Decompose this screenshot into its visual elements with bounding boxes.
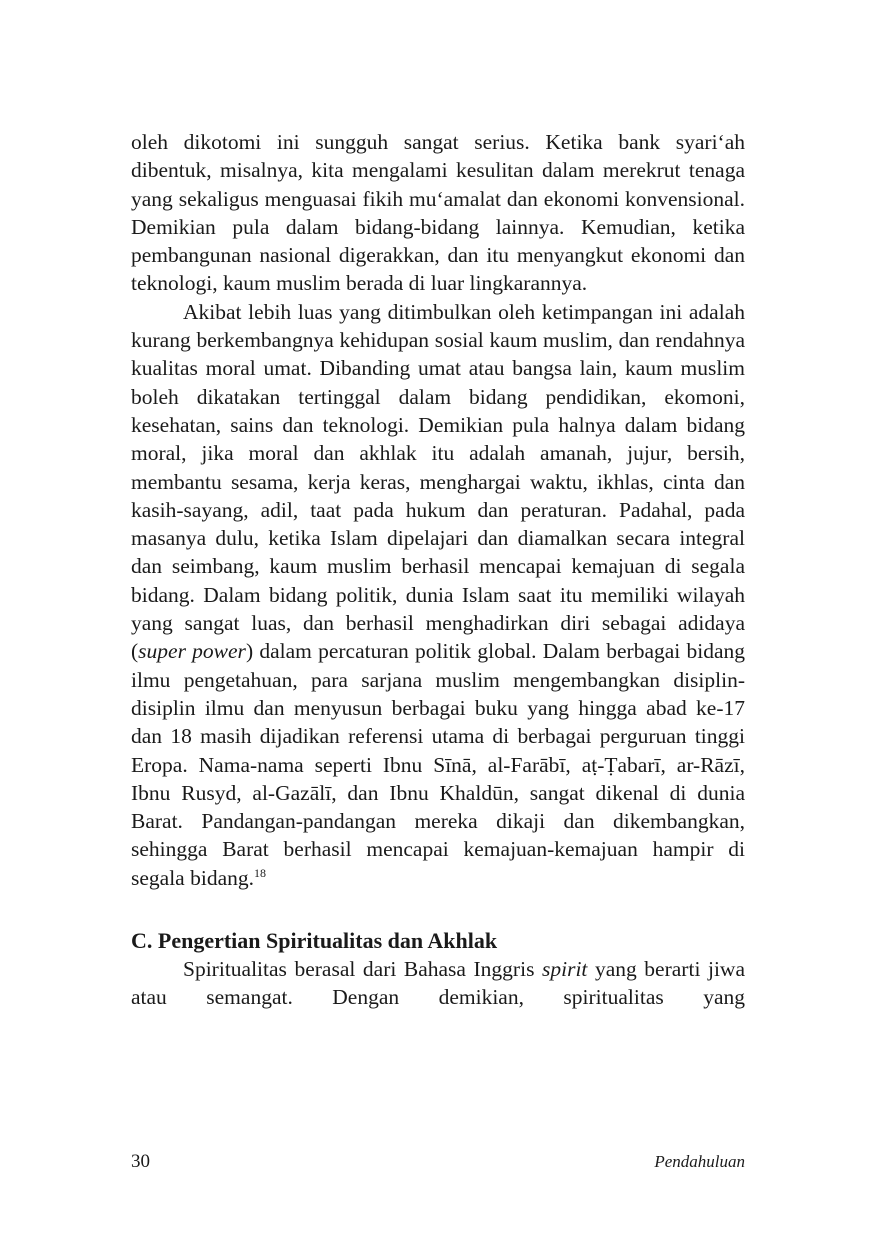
- paragraph-akibat-text-1: Akibat lebih luas yang ditimbulkan oleh ketimpangan ini adalah kurang berkembangnya kehidupan sosial kaum muslim, dan rendahnya kualitas moral umat. Dibanding umat atau bangsa lain, kaum muslim boleh dikatakan tertinggal dalam bidang pendidikan, ekomoni, kesehatan, sains dan teknologi. Demikian pula halnya dalam bidang moral, jika moral dan akhlak itu adalah amanah, jujur, bersih, membantu sesama, kerja keras, menghargai waktu, ikhlas, cinta dan kasih-sayang, adil, taat pada hukum dan peraturan. Padahal, pada masanya dulu, ketika Islam dipelajari dan diamalkan secara integral dan seimbang, kaum muslim berhasil mencapai kemajuan di segala bidang. Dalam bidang politik, dunia Islam saat itu memiliki wilayah yang sangat luas, dan berhasil menghadirkan diri sebagai adidaya (: [131, 299, 745, 664]
- paragraph-dikotomi: oleh dikotomi ini sungguh sangat serius. Ketika bank syari‘ah dibentuk, misalnya, kita mengalami kesulitan dalam merekrut tenaga yang sekaligus menguasai fikih mu‘amalat dan ekonomi konvensional. Demikian pula dalam bidang-bidang lainnya. Kemudian, ketika pembangunan nasional digerakkan, dan itu menyangkut ekonomi dan teknologi, kaum muslim berada di luar lingkarannya.: [131, 130, 745, 296]
- page-number: 30: [131, 1151, 150, 1172]
- paragraph-spiritualitas: [131, 955, 745, 1012]
- section-heading: C. Pengertian Spiritualitas dan Akhlak: [131, 928, 498, 954]
- italic-super-power: super power: [138, 639, 246, 664]
- footnote-marker[interactable]: 18: [254, 865, 266, 880]
- italic-spirit: spirit: [542, 957, 588, 982]
- paragraph-akibat-text-2: ) dalam percaturan politik global. Dalam berbagai bidang ilmu pengetahuan, para sarjana muslim mengembangkan disiplin-disiplin ilmu dan menyusun berbagai buku yang hingga abad ke-17 dan 18 masih dijadikan referensi utama di berbagai perguruan tinggi Eropa. Nama-nama seperti Ibnu Sīnā, al-Farābī, aṭ-Ṭabarī, ar-Rāzī, Ibnu Rusyd, al-Gazālī, dan Ibnu Khaldūn, sangat dikenal di dunia Barat. Pandangan-pandangan mereka dikaji dan dikembangkan, sehingga Barat berhasil mencapai kemajuan-kemajuan hampir di segala bidang.: [131, 639, 746, 890]
- paragraph-spiritualitas-text-1: Spiritualitas berasal dari Bahasa Inggris: [183, 957, 542, 982]
- running-title: Pendahuluan: [654, 1152, 745, 1171]
- paragraph-akibat: [131, 298, 745, 892]
- paragraph-spiritualitas-text-2: yang berarti jiwa atau semangat. Dengan demikian, spiritualitas yang: [131, 957, 745, 1010]
- page-body: [131, 128, 745, 1012]
